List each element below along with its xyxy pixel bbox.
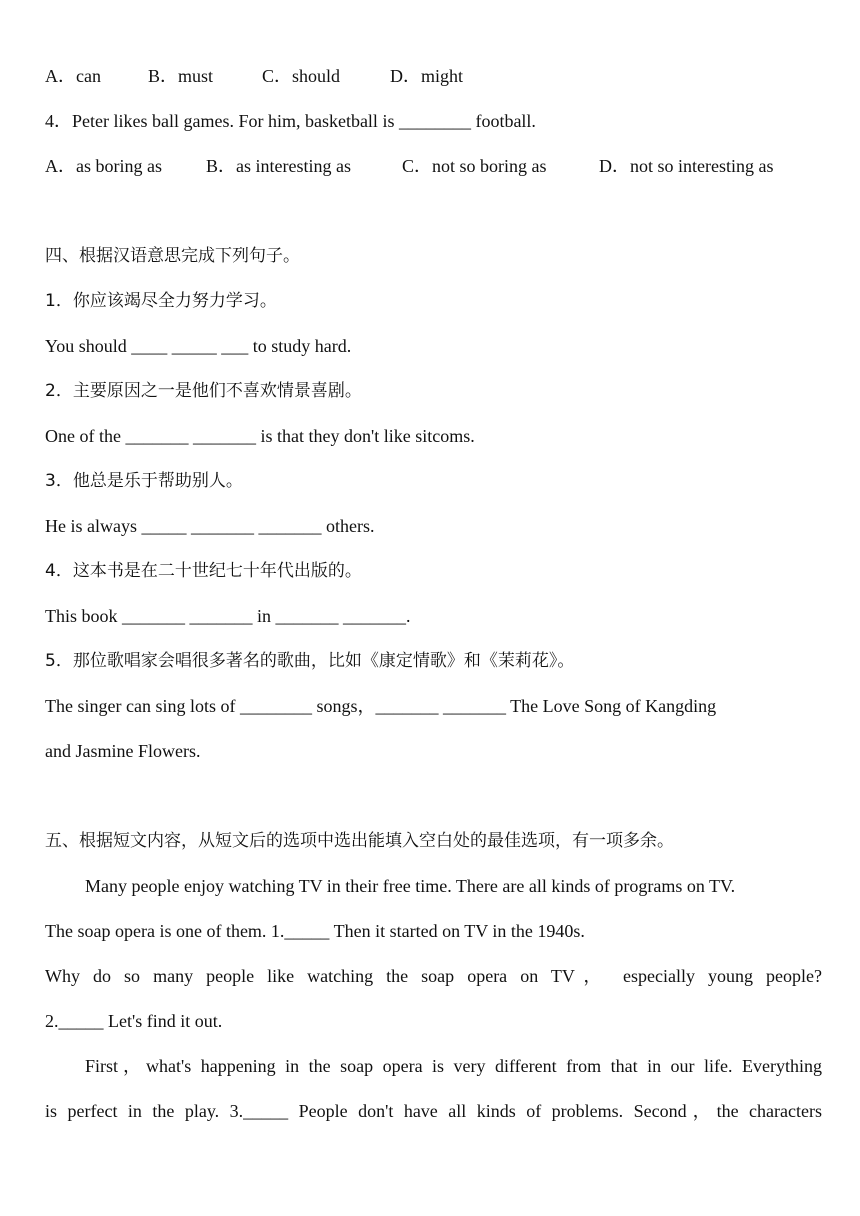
- q4-stem: 4．Peter likes ball games. For him, basketball is ________ football.: [45, 111, 536, 131]
- s4-item2-english: One of the _______ _______ is that they don't like sitcoms.: [45, 426, 475, 446]
- q3-options: [45, 64, 822, 88]
- s4-item5-chinese: 5．那位歌唱家会唱很多著名的歌曲，比如《康定情歌》和《茉莉花》。: [45, 651, 575, 671]
- passage-line-5: First，what's happening in the soap opera is very different from that in our life. Everything: [85, 1056, 822, 1076]
- section4-heading: 四、根据汉语意思完成下列句子。: [45, 246, 300, 266]
- s4-item5-english-cont: and Jasmine Flowers.: [45, 741, 201, 761]
- q3-option-c: C．should: [262, 66, 341, 86]
- q4-option-d: D．not so interesting as: [599, 156, 774, 176]
- s4-item2-chinese: 2．主要原因之一是他们不喜欢情景喜剧。: [45, 381, 362, 401]
- s4-item3-english: He is always _____ _______ _______ others.: [45, 516, 375, 536]
- passage-line-3: Why do so many people like watching the soap opera on TV， especially young people?: [45, 966, 822, 986]
- q3-option-d: D．might: [390, 66, 464, 86]
- q4-options: [45, 154, 822, 178]
- q4-option-a: A．as boring as: [45, 156, 162, 176]
- q3-option-b: B．must: [148, 66, 214, 86]
- passage-line-4: 2._____ Let's find it out.: [45, 1011, 223, 1031]
- s4-item1-chinese: 1．你应该竭尽全力努力学习。: [45, 291, 277, 311]
- s4-item5-english: The singer can sing lots of ________ songs，_______ _______ The Love Song of Kangding: [45, 696, 717, 716]
- s4-item4-chinese: 4．这本书是在二十世纪七十年代出版的。: [45, 561, 362, 581]
- q4-option-b: B．as interesting as: [206, 156, 351, 176]
- section5-heading: 五、根据短文内容，从短文后的选项中选出能填入空白处的最佳选项，有一项多余。: [45, 831, 674, 851]
- s4-item3-chinese: 3．他总是乐于帮助别人。: [45, 471, 243, 491]
- passage-line-2: The soap opera is one of them. 1._____ Then it started on TV in the 1940s.: [45, 921, 585, 941]
- passage-line-6: is perfect in the play. 3._____ People don't have all kinds of problems. Second，the characters: [45, 1101, 822, 1121]
- passage-line-1: Many people enjoy watching TV in their free time. There are all kinds of programs on TV.: [85, 876, 736, 896]
- s4-item4-english: This book _______ _______ in _______ _______.: [45, 606, 411, 626]
- q4-option-c: C．not so boring as: [402, 156, 547, 176]
- q3-option-a: A．can: [45, 66, 101, 86]
- s4-item1-english: You should ____ _____ ___ to study hard.: [45, 336, 352, 356]
